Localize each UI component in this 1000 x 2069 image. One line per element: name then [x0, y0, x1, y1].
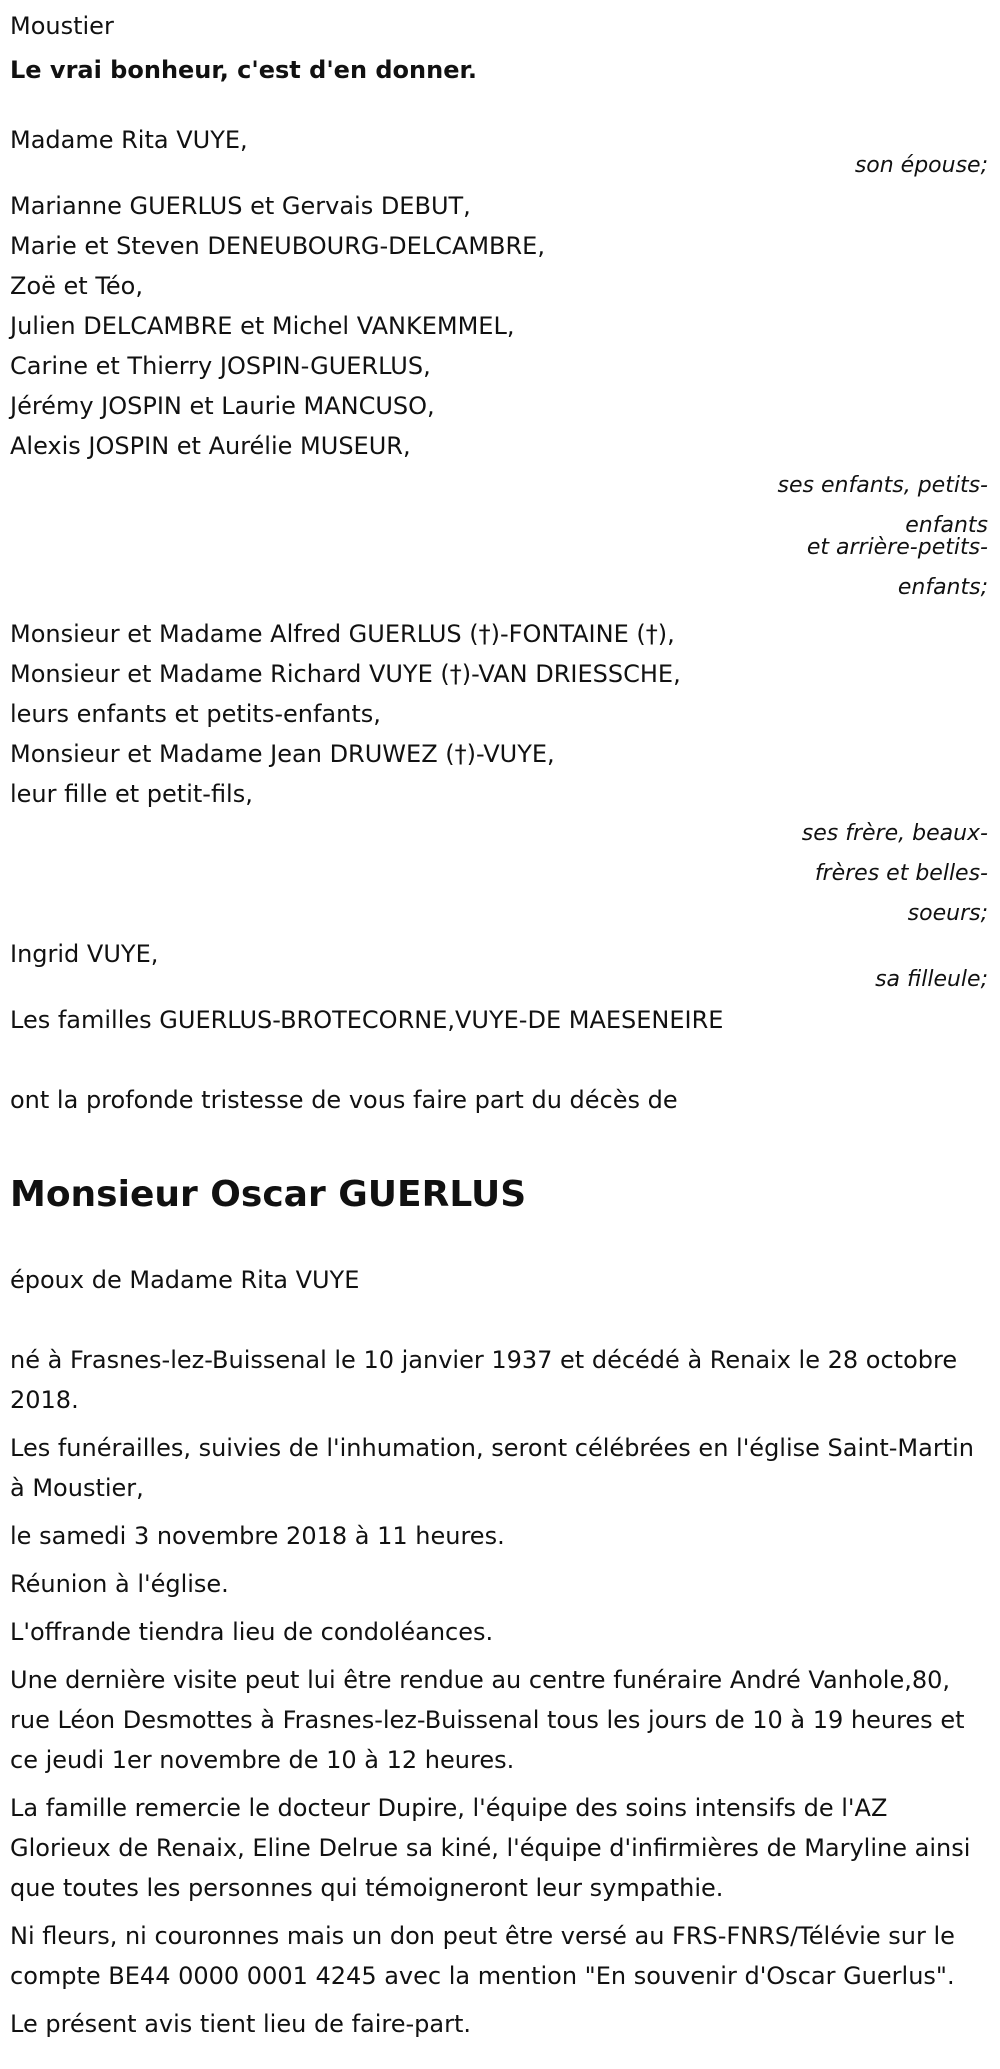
families-line: Les familles GUERLUS-BROTECORNE,VUYE-DE MAESENEIRE: [10, 1006, 724, 1034]
condolences-paragraph: L'offrande tiendra lieu de condoléances.: [10, 1618, 494, 1646]
thanks-paragraph: La famille remercie le docteur Dupire, l'équipe des soins intensifs de l'AZ Glorieux de Renaix, Eline Delrue sa kiné, l'équipe d'infirmières de Maryline ainsi que toutes les personnes qui témoigneront leur sympathie.: [10, 1794, 971, 1902]
closing-paragraph: Le présent avis tient lieu de faire-part.: [10, 2010, 472, 2038]
spouse-of: époux de Madame Rita VUYE: [10, 1266, 360, 1294]
sibling-line: Monsieur et Madame Alfred GUERLUS (†)-FONTAINE (†),: [10, 620, 675, 648]
children-block: [10, 186, 988, 608]
spouse-name: Madame Rita VUYE,: [10, 126, 248, 154]
spouse-block: [10, 120, 988, 186]
deceased-name: Monsieur Oscar GUERLUS: [10, 1174, 527, 1215]
spouse-relation: son épouse;: [854, 153, 988, 178]
announcement-intro: ont la profonde tristesse de vous faire part du décès de: [10, 1086, 678, 1114]
donation-paragraph: Ni fleurs, ni couronnes mais un don peut être versé au FRS-FNRS/Télévie sur le compte BE44 0000 0001 4245 avec la mention "En souvenir d'Oscar Guerlus".: [10, 1922, 955, 1990]
goddaughter-relation: sa filleule;: [875, 967, 988, 992]
child-line: Carine et Thierry JOSPIN-GUERLUS,: [10, 352, 431, 380]
sibling-line: Monsieur et Madame Jean DRUWEZ (†)-VUYE,: [10, 740, 555, 768]
goddaughter-block: [10, 934, 988, 1000]
obituary-notice: [10, 0, 988, 2044]
children-relation: ses enfants, petits-enfants: [777, 473, 988, 538]
goddaughter-name: Ingrid VUYE,: [10, 940, 159, 968]
sibling-line: leurs enfants et petits-enfants,: [10, 700, 381, 728]
meeting-paragraph: Réunion à l'église.: [10, 1570, 229, 1598]
child-line: Marie et Steven DENEUBOURG-DELCAMBRE,: [10, 232, 545, 260]
siblings-relation: ses frère, beaux-frères et belles-soeurs;: [801, 821, 988, 926]
location: Moustier: [10, 12, 114, 40]
motto: Le vrai bonheur, c'est d'en donner.: [10, 56, 478, 84]
siblings-block: [10, 614, 988, 934]
grandchildren-relation: et arrière-petits-enfants;: [806, 535, 988, 600]
visit-paragraph: Une dernière visite peut lui être rendue au centre funéraire André Vanhole,80, rue Léon Desmottes à Frasnes-lez-Buissenal tous les jours de 10 à 19 heures et ce jeudi 1er novembre de 10 à 12 heures.: [10, 1666, 965, 1774]
funeral-date-paragraph: le samedi 3 novembre 2018 à 11 heures.: [10, 1522, 505, 1550]
child-line: Julien DELCAMBRE et Michel VANKEMMEL,: [10, 312, 515, 340]
child-line: Jérémy JOSPIN et Laurie MANCUSO,: [10, 392, 435, 420]
birth-death-paragraph: né à Frasnes-lez-Buissenal le 10 janvier 1937 et décédé à Renaix le 28 octobre 2018.: [10, 1346, 958, 1414]
child-line: Zoë et Téo,: [10, 272, 143, 300]
sibling-line: Monsieur et Madame Richard VUYE (†)-VAN DRIESSCHE,: [10, 660, 681, 688]
funeral-paragraph: Les funérailles, suivies de l'inhumation, seront célébrées en l'église Saint-Martin à Moustier,: [10, 1434, 974, 1502]
sibling-line: leur fille et petit-fils,: [10, 780, 253, 808]
child-line: Alexis JOSPIN et Aurélie MUSEUR,: [10, 432, 411, 460]
child-line: Marianne GUERLUS et Gervais DEBUT,: [10, 192, 471, 220]
